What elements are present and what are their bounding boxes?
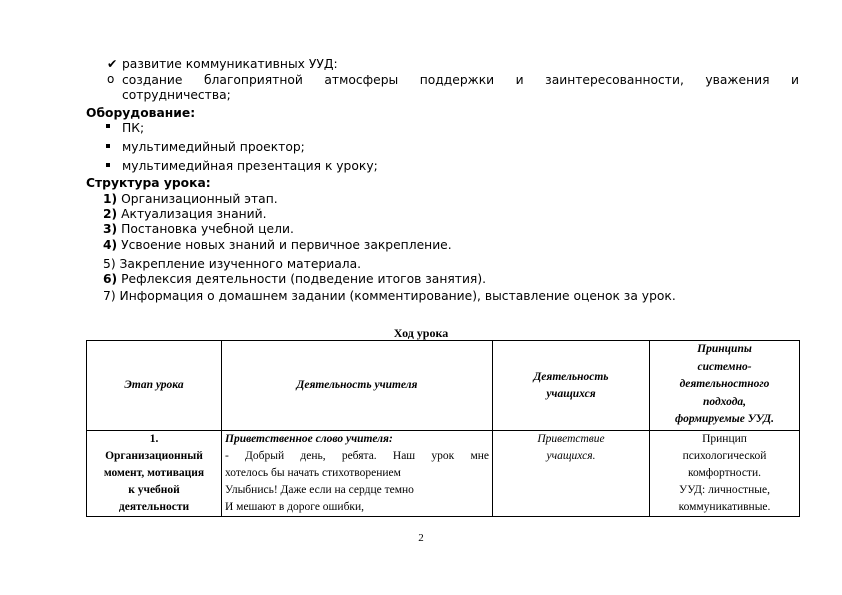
structure-item (103, 238, 452, 253)
structure-item-number: 6) (103, 272, 118, 286)
page-number: 2 (418, 532, 424, 544)
principles-line: коммуникативные. (678, 501, 771, 513)
structure-item-number: 5) (103, 257, 116, 271)
structure-item (103, 207, 267, 222)
header-stage: Этап урока (87, 341, 222, 431)
square-bullet-icon (106, 124, 110, 128)
teacher-line: Улыбнись! Даже если на сердце темно (225, 484, 414, 496)
students-line: Приветствие (537, 433, 605, 445)
goal-circle-item-line2: сотрудничества; (122, 88, 231, 102)
stage-line: Организационный (105, 450, 203, 462)
students-line: учащихся. (546, 450, 596, 462)
header-principles-line: формируемые УУД. (674, 413, 775, 426)
header-principles-line: подхода, (702, 395, 747, 408)
teacher-line: хотелось бы начать стихотворением (225, 467, 401, 479)
header-principles-line: деятельностного (679, 378, 770, 391)
structure-item-text: Актуализация знаний. (121, 207, 267, 221)
structure-item-number: 7) (103, 289, 116, 303)
stage-line: 1. (149, 433, 159, 445)
header-principles-line: Принципы (697, 343, 752, 355)
principles-line: комфортности. (688, 467, 761, 479)
stage-cell (87, 431, 222, 517)
teacher-label: Приветственное слово учителя: (225, 433, 393, 445)
equipment-item: ПК; (122, 121, 145, 135)
structure-item-number: 1) (103, 192, 118, 206)
checkmark-icon: ✔ (107, 57, 118, 71)
structure-item (103, 289, 676, 304)
header-teacher: Деятельность учителя (222, 341, 493, 431)
structure-item (103, 257, 361, 272)
header-students (493, 341, 650, 431)
structure-item-text: Организационный этап. (121, 192, 278, 206)
students-cell (493, 431, 650, 517)
principles-cell (650, 431, 800, 517)
stage-line: к учебной (128, 484, 180, 496)
structure-item-text: Постановка учебной цели. (121, 222, 294, 236)
square-bullet-icon (106, 144, 110, 148)
structure-item-text: Усвоение новых знаний и первичное закрепление. (121, 238, 452, 252)
circle-bullet-icon: o (107, 72, 115, 86)
table-title: Ход урока (393, 326, 449, 340)
header-principles-line: системно- (697, 360, 752, 373)
teacher-line: - Добрый день, ребята. Наш урок мне (225, 450, 489, 462)
structure-item-number: 2) (103, 207, 118, 221)
teacher-cell (222, 431, 493, 517)
structure-item-number: 4) (103, 238, 118, 252)
table-header-row (87, 341, 800, 431)
header-students-line: учащихся (546, 387, 596, 400)
principles-line: УУД: личностные, (679, 484, 770, 496)
teacher-line: И мешают в дороге ошибки, (225, 501, 365, 513)
principles-line: психологической (682, 450, 767, 462)
structure-item (103, 272, 486, 287)
structure-item-text: Рефлексия деятельности (подведение итогов занятия). (121, 272, 487, 286)
structure-item-number: 3) (103, 222, 118, 236)
goal-circle-item-line1: создание благоприятной атмосферы поддержки и заинтересованности, уважения и (122, 73, 799, 87)
principles-line: Принцип (702, 433, 747, 445)
goal-check-item: развитие коммуникативных УУД: (122, 57, 338, 71)
square-bullet-icon (106, 163, 110, 167)
structure-item (103, 222, 294, 237)
equipment-heading: Оборудование: (86, 106, 196, 120)
stage-line: момент, мотивация (103, 467, 205, 479)
stage-line: деятельности (118, 501, 190, 513)
structure-heading: Структура урока: (86, 176, 211, 190)
structure-item-text: Закрепление изученного материала. (119, 257, 362, 271)
table-row (87, 431, 800, 517)
equipment-item: мультимедийная презентация к уроку; (122, 159, 378, 173)
structure-item (103, 192, 278, 207)
header-principles (650, 341, 800, 431)
header-students-line: Деятельность (533, 370, 609, 383)
equipment-item: мультимедийный проектор; (122, 140, 305, 154)
structure-item-text: Информация о домашнем задании (комментирование), выставление оценок за урок. (119, 289, 676, 303)
lesson-table (86, 340, 800, 517)
